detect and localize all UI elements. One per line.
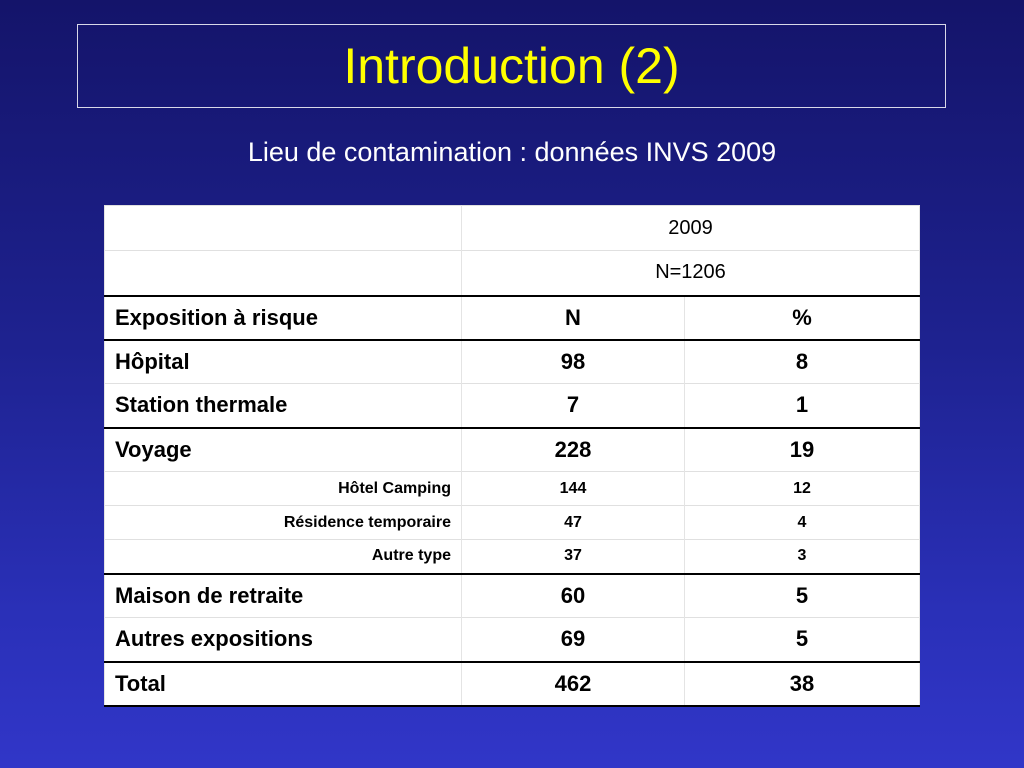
row-pct: 19	[685, 428, 920, 472]
subrow-n: 37	[462, 540, 685, 574]
slide-subtitle: Lieu de contamination : données INVS 2009	[247, 137, 777, 167]
header-label: Exposition à risque	[105, 296, 462, 340]
table-row	[105, 574, 920, 618]
row-label: Hôpital	[105, 340, 462, 384]
subrow-label: Résidence temporaire	[105, 506, 462, 540]
table-subrow	[105, 506, 920, 540]
empty-cell	[105, 206, 462, 251]
row-pct: 5	[685, 574, 920, 618]
row-label: Maison de retraite	[105, 574, 462, 618]
table-row	[105, 428, 920, 472]
slide-title: Introduction (2)	[343, 38, 680, 94]
total-n: 462	[462, 662, 685, 706]
total-n-row	[105, 251, 920, 296]
subrow-n: 144	[462, 472, 685, 506]
total-n-cell: N=1206	[462, 251, 920, 296]
table-row	[105, 384, 920, 428]
row-label: Voyage	[105, 428, 462, 472]
row-label: Station thermale	[105, 384, 462, 428]
subrow-label: Hôtel Camping	[105, 472, 462, 506]
row-n: 7	[462, 384, 685, 428]
row-label: Autres expositions	[105, 618, 462, 662]
subrow-pct: 4	[685, 506, 920, 540]
row-n: 228	[462, 428, 685, 472]
table-row	[105, 340, 920, 384]
total-pct: 38	[685, 662, 920, 706]
subrow-pct: 3	[685, 540, 920, 574]
subrow-pct: 12	[685, 472, 920, 506]
row-pct: 1	[685, 384, 920, 428]
title-box	[77, 24, 946, 108]
header-row	[105, 296, 920, 340]
total-row	[105, 662, 920, 706]
year-row	[105, 206, 920, 251]
row-n: 60	[462, 574, 685, 618]
row-pct: 5	[685, 618, 920, 662]
row-pct: 8	[685, 340, 920, 384]
row-n: 98	[462, 340, 685, 384]
table-subrow	[105, 472, 920, 506]
subrow-n: 47	[462, 506, 685, 540]
header-pct: %	[685, 296, 920, 340]
header-n: N	[462, 296, 685, 340]
year-cell: 2009	[462, 206, 920, 251]
table-subrow	[105, 540, 920, 574]
empty-cell	[105, 251, 462, 296]
row-n: 69	[462, 618, 685, 662]
data-table	[104, 205, 920, 707]
subrow-label: Autre type	[105, 540, 462, 574]
table-row	[105, 618, 920, 662]
total-label: Total	[105, 662, 462, 706]
